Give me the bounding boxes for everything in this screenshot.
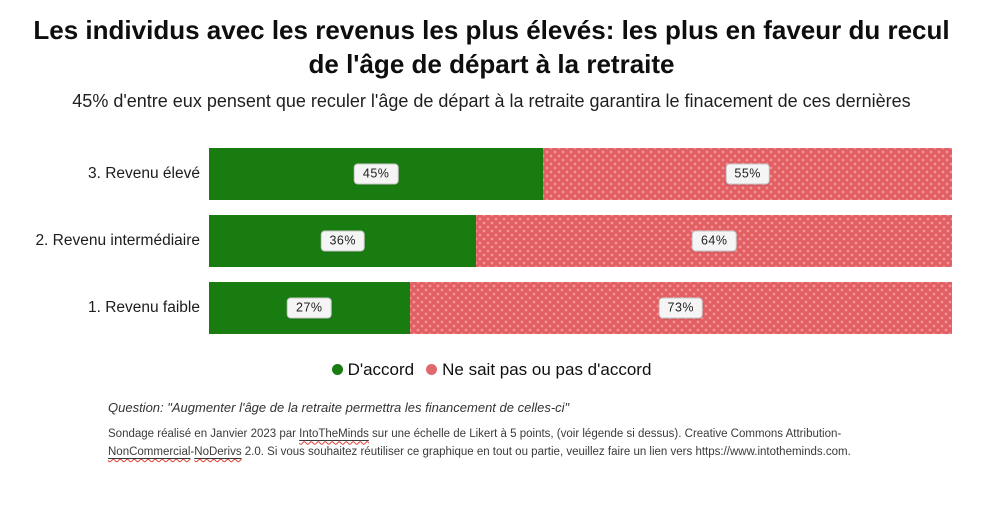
bar-segment-agree — [209, 282, 410, 334]
legend-label-agree: D'accord — [347, 359, 415, 379]
bar-row-revenu-intermediaire — [22, 215, 952, 267]
value-badge: 45% — [354, 163, 399, 184]
credit-link-noderivs[interactable]: NoDerivs — [194, 446, 242, 459]
value-badge: 73% — [659, 297, 704, 318]
green-dot-icon — [332, 364, 343, 375]
bar-row-revenu-faible — [22, 282, 952, 334]
legend — [0, 360, 983, 380]
value-badge: 36% — [320, 230, 365, 251]
bar-segment-disagree — [543, 148, 952, 200]
credits-text: sur une échelle de Likert à 5 points, (voir légende si dessus). Creative Commons Attribution- — [368, 428, 842, 441]
legend-item-agree — [332, 360, 415, 380]
red-dot-icon — [426, 364, 437, 375]
legend-item-disagree — [426, 360, 651, 380]
bar-segment-disagree — [410, 282, 952, 334]
credit-link-intotheminds[interactable]: IntoTheMinds — [299, 428, 369, 441]
credits-text: Sondage réalisé en Janvier 2023 par — [108, 428, 300, 441]
row-label: 3. Revenu élevé — [87, 164, 200, 182]
bar-segment-disagree — [476, 215, 952, 267]
row-label: 1. Revenu faible — [87, 298, 200, 316]
footer — [108, 400, 913, 462]
footer-credits — [108, 426, 908, 462]
bar-segment-agree — [209, 215, 476, 267]
bar — [209, 282, 952, 334]
page-subtitle: 45% d'entre eux pensent que reculer l'âge de départ à la retraite garantira le finacement de ces dernières — [72, 90, 911, 111]
bar-segment-agree — [209, 148, 543, 200]
page-title: Les individus avec les revenus les plus élevés: les plus en faveur du recul de l'âge de départ à la retraite — [33, 15, 950, 79]
bar — [209, 215, 952, 267]
stacked-bar-chart — [22, 148, 952, 334]
credits-text: - — [190, 446, 195, 459]
footer-question: Question: "Augmenter l'âge de la retraite permettra les financement de celles-ci" — [108, 399, 570, 415]
credit-link-noncommercial[interactable]: NonCommercial — [108, 446, 191, 459]
credits-text: 2.0. Si vous souhaitez réutiliser ce graphique en tout ou partie, veuillez faire un lien vers https://www.intotheminds.com. — [241, 446, 851, 459]
value-badge: 64% — [692, 230, 737, 251]
value-badge: 27% — [287, 297, 332, 318]
value-badge: 55% — [725, 163, 770, 184]
bar-row-revenu-eleve — [22, 148, 952, 200]
bar — [209, 148, 952, 200]
legend-label-disagree: Ne sait pas ou pas d'accord — [442, 359, 652, 379]
row-label: 2. Revenu intermédiaire — [35, 231, 200, 249]
